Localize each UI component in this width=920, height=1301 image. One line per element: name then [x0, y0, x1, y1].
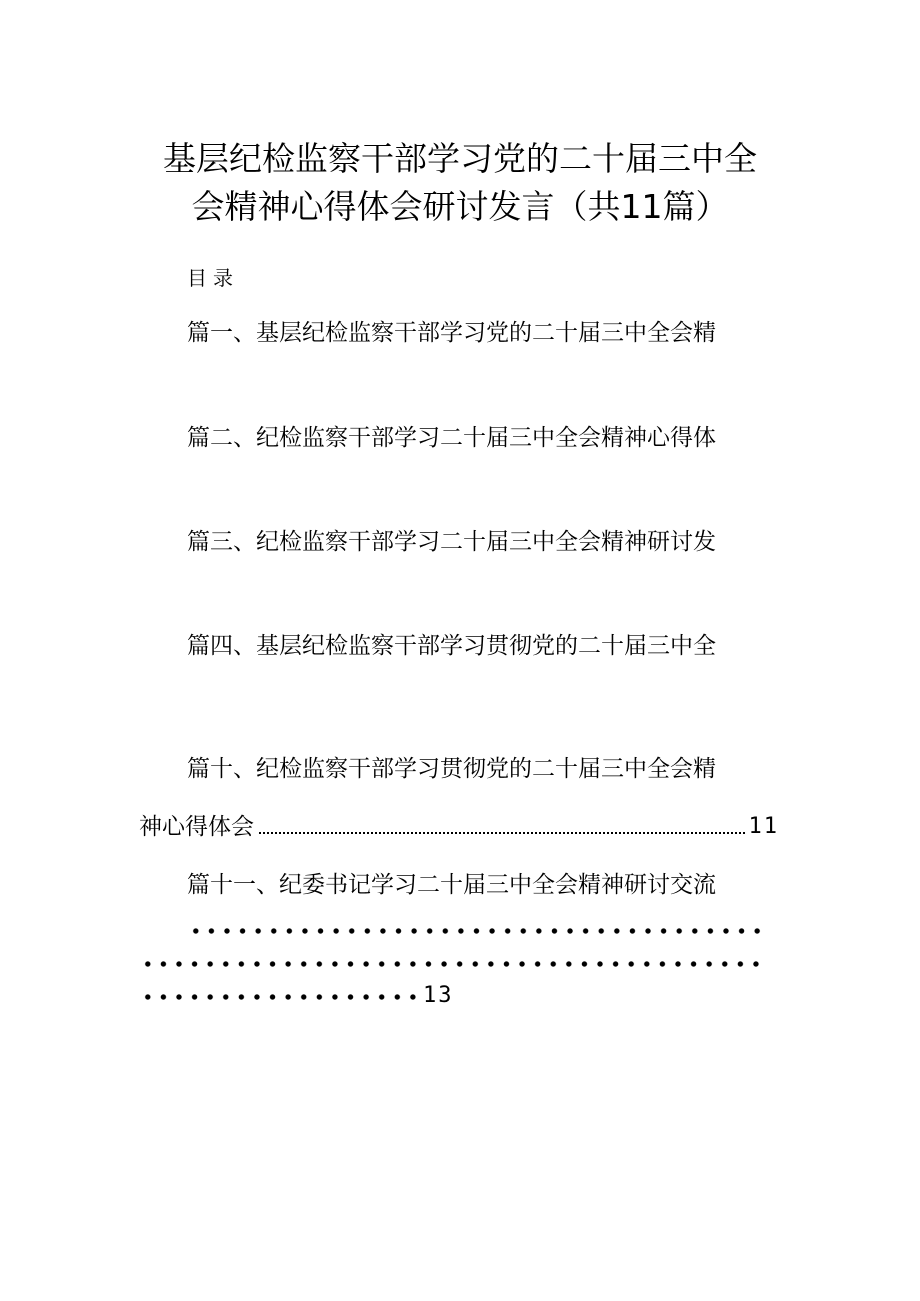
- toc-entry-10-cont-text: 神心得体会: [139, 814, 254, 840]
- document-title-line-2: 会精神心得体会研讨发言（共11篇）: [191, 187, 729, 226]
- toc-entry-10-continuation[interactable]: [139, 812, 779, 842]
- dot-leader-row-1: [188, 928, 768, 934]
- toc-entry-11[interactable]: 篇十一、纪委书记学习二十届三中全会精神研讨交流: [187, 872, 716, 898]
- toc-entry-3[interactable]: 篇三、纪检监察干部学习二十届三中全会精神研讨发: [187, 529, 716, 555]
- dot-leader-row-3: [140, 994, 421, 1000]
- dot-leader-row-2: [140, 961, 768, 967]
- toc-entry-2[interactable]: 篇二、纪检监察干部学习二十届三中全会精神心得体: [187, 425, 716, 451]
- toc-entry-11-page-number: 13: [423, 983, 454, 1008]
- toc-entry-10-page-number: 11: [748, 814, 779, 839]
- toc-entry-10[interactable]: 篇十、纪检监察干部学习贯彻党的二十届三中全会精: [187, 756, 716, 782]
- document-title-line-1: 基层纪检监察干部学习党的二十届三中全: [163, 139, 757, 178]
- toc-heading: 目录: [187, 266, 239, 290]
- toc-entry-4[interactable]: 篇四、基层纪检监察干部学习贯彻党的二十届三中全: [187, 633, 716, 659]
- dot-leader: [259, 832, 745, 834]
- toc-entry-1[interactable]: 篇一、基层纪检监察干部学习党的二十届三中全会精: [187, 320, 716, 346]
